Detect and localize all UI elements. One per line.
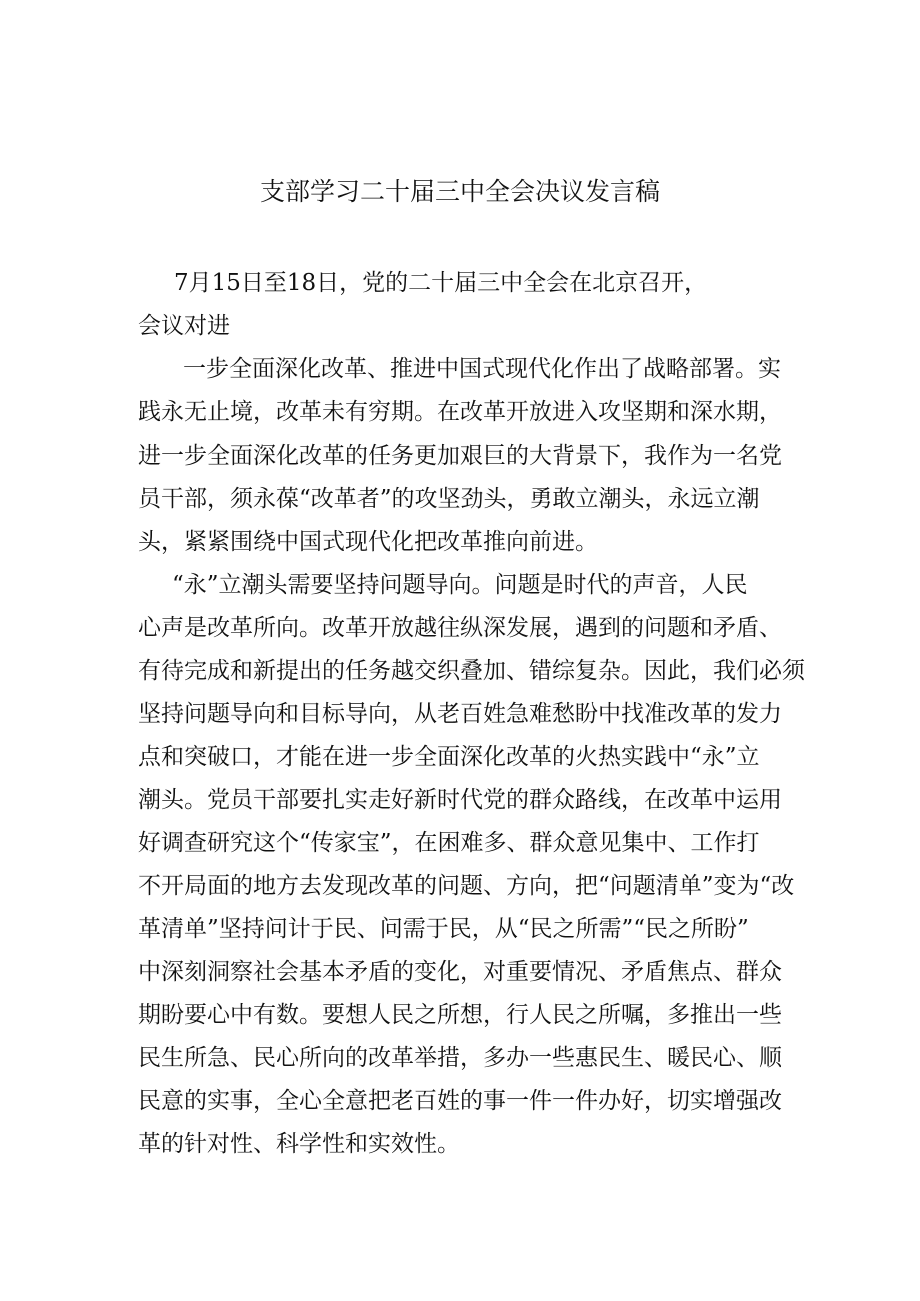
paragraph-line: 革的针对性、科学性和实效性。 — [138, 1131, 460, 1157]
paragraph-line: 期盼要心中有数。要想人民之所想，行人民之所嘱，多推出一些 — [138, 1002, 782, 1028]
paragraph-line: 进一步全面深化改革的任务更加艰巨的大背景下，我作为一名党 — [138, 443, 782, 469]
paragraph-line: 心声是改革所向。改革开放越往纵深发展，遇到的问题和矛盾、 — [138, 615, 782, 641]
paragraph-line: 民生所急、民心所向的改革举措，多办一些惠民生、暖民心、顺 — [138, 1045, 782, 1071]
paragraph-line: 不开局面的地方去发现改革的问题、方向，把“问题清单”变为“改 — [138, 873, 795, 899]
paragraph-line: 头，紧紧围绕中国式现代化把改革推向前进。 — [138, 529, 598, 555]
paragraph-line: 坚持问题导向和目标导向，从老百姓急难愁盼中找准改革的发力 — [138, 701, 782, 727]
paragraph-line: 7月15日至18日，党的二十届三中全会在北京召开， — [174, 270, 708, 296]
paragraph-line: 践永无止境，改革未有穷期。在改革开放进入攻坚期和深水期， — [138, 399, 782, 425]
paragraph-line: 好调查研究这个“传家宝”，在困难多、群众意见集中、工作打 — [138, 830, 760, 856]
document-title: 支部学习二十届三中全会决议发言稿 — [259, 177, 660, 206]
paragraph-line: 中深刻洞察社会基本矛盾的变化，对重要情况、矛盾焦点、群众 — [138, 959, 782, 985]
paragraph-line: 一步全面深化改革、推进中国式现代化作出了战略部署。实 — [183, 356, 781, 382]
paragraph-line: 会议对进 — [138, 313, 230, 339]
paragraph-line: 民意的实事，全心全意把老百姓的事一件一件办好，切实增强改 — [138, 1088, 782, 1114]
paragraph-line: 点和突破口，才能在进一步全面深化改革的火热实践中“永”立 — [138, 744, 760, 770]
paragraph-line: 潮头。党员干部要扎实走好新时代党的群众路线，在改革中运用 — [138, 787, 782, 813]
paragraph-line: 有待完成和新提出的任务越交织叠加、错综复杂。因此，我们必须 — [138, 658, 805, 684]
paragraph-line: “永”立潮头需要坚持问题导向。问题是时代的声音，人民 — [172, 572, 748, 598]
paragraph-line: 革清单”坚持问计于民、问需于民，从“民之所需”“民之所盼” — [138, 916, 749, 942]
paragraph-line: 员干部，须永葆“改革者”的攻坚劲头，勇敢立潮头，永远立潮 — [138, 486, 760, 512]
